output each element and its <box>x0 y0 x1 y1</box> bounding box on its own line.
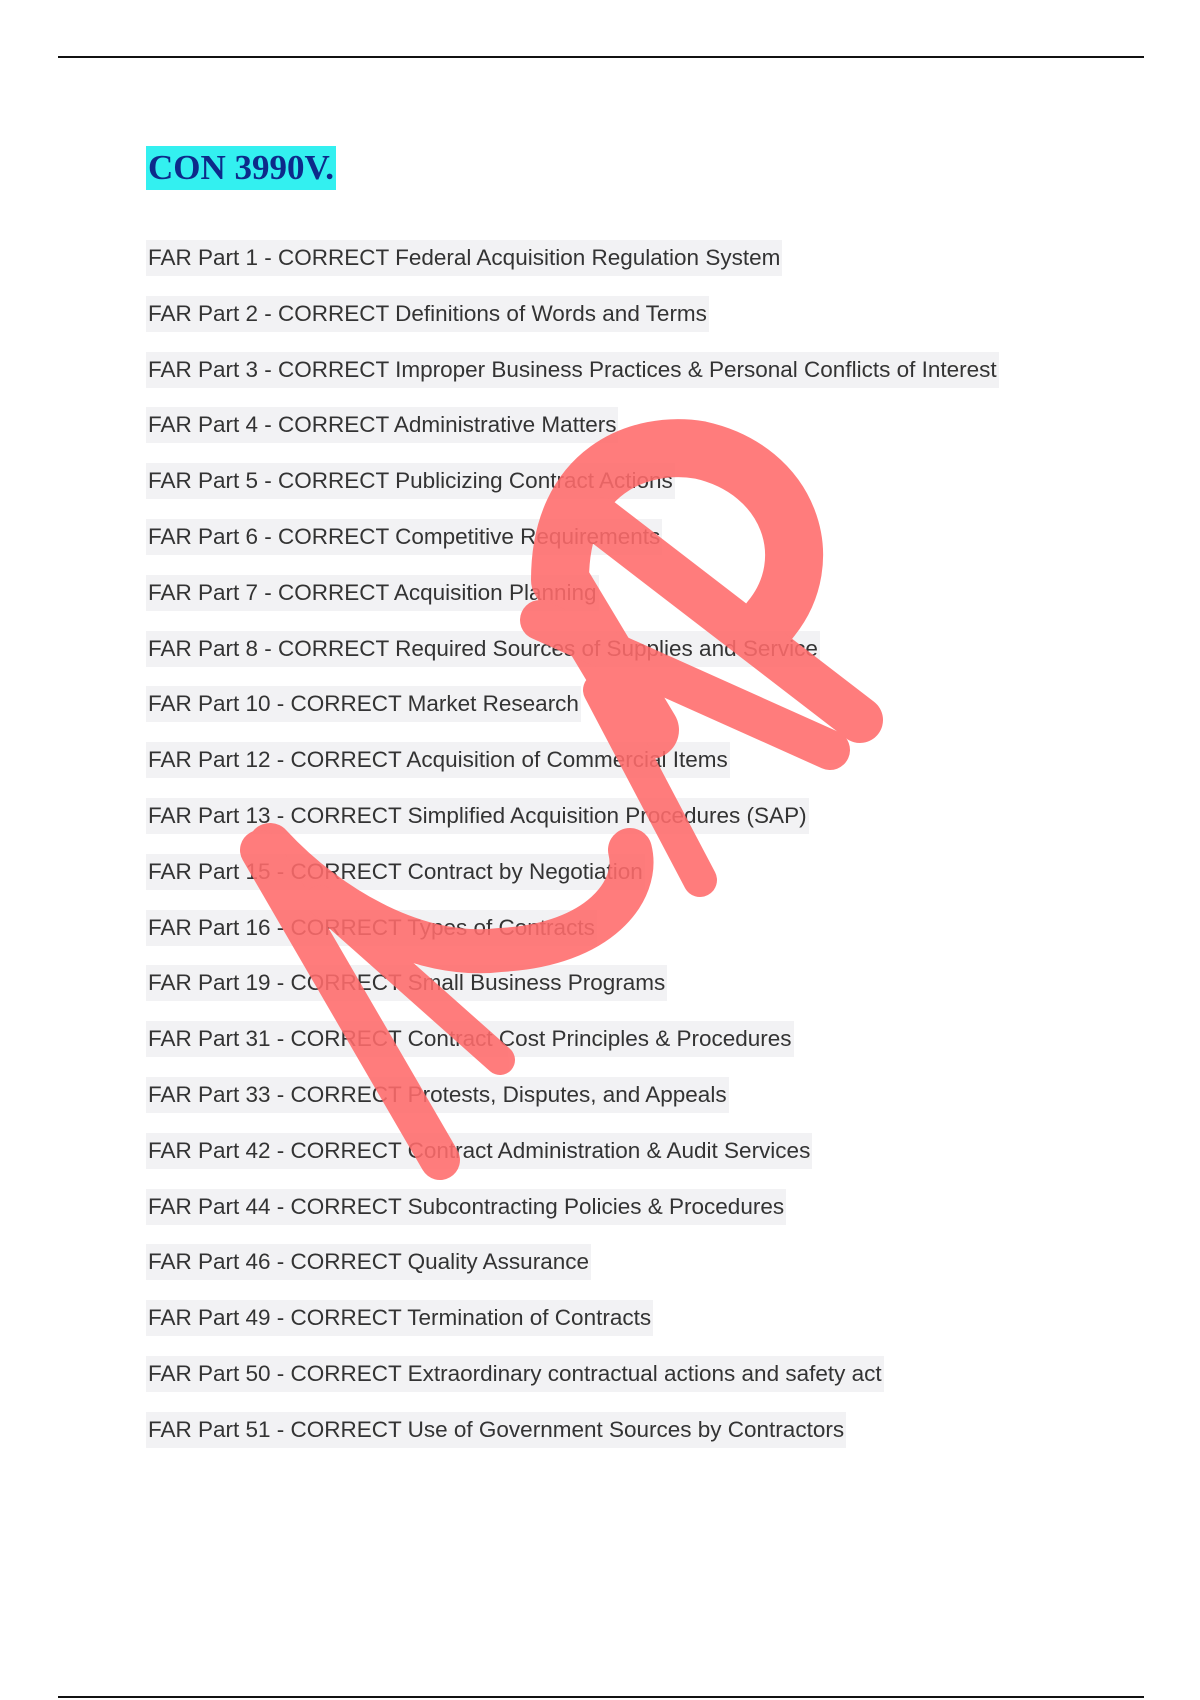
list-item-text: FAR Part 7 - CORRECT Acquisition Planning <box>146 575 599 611</box>
list-item <box>146 965 999 1021</box>
list-item <box>146 854 999 910</box>
list-item-text: FAR Part 1 - CORRECT Federal Acquisition Regulation System <box>146 240 782 276</box>
list-item <box>146 1189 999 1245</box>
list-item-text: FAR Part 33 - CORRECT Protests, Disputes, and Appeals <box>146 1077 729 1113</box>
list-item-text: FAR Part 2 - CORRECT Definitions of Words and Terms <box>146 296 709 332</box>
list-item <box>146 352 999 408</box>
list-item <box>146 1021 999 1077</box>
list-item-text: FAR Part 13 - CORRECT Simplified Acquisition Procedures (SAP) <box>146 798 809 834</box>
list-item-text: FAR Part 8 - CORRECT Required Sources of Supplies and Service <box>146 631 820 667</box>
list-item <box>146 1133 999 1189</box>
list-item-text: FAR Part 46 - CORRECT Quality Assurance <box>146 1244 591 1280</box>
list-item <box>146 1244 999 1300</box>
list-item <box>146 1412 999 1468</box>
list-item <box>146 407 999 463</box>
list-item <box>146 686 999 742</box>
top-rule <box>58 56 1144 58</box>
list-item-text: FAR Part 42 - CORRECT Contract Administration & Audit Services <box>146 1133 812 1169</box>
list-item-text: FAR Part 3 - CORRECT Improper Business Practices & Personal Conflicts of Interest <box>146 352 999 388</box>
list-item-text: FAR Part 5 - CORRECT Publicizing Contract Actions <box>146 463 675 499</box>
bottom-rule <box>58 1696 1144 1698</box>
list-item-text: FAR Part 49 - CORRECT Termination of Contracts <box>146 1300 653 1336</box>
list-item <box>146 1300 999 1356</box>
list-item-text: FAR Part 6 - CORRECT Competitive Requirements <box>146 519 662 555</box>
list-item-text: FAR Part 10 - CORRECT Market Research <box>146 686 581 722</box>
document-title: CON 3990V. <box>146 146 336 190</box>
list-item <box>146 463 999 519</box>
list-item <box>146 296 999 352</box>
list-item-text: FAR Part 16 - CORRECT Types of Contracts <box>146 910 597 946</box>
list-item-text: FAR Part 51 - CORRECT Use of Government Sources by Contractors <box>146 1412 846 1448</box>
list-item-text: FAR Part 15 - CORRECT Contract by Negotiation <box>146 854 645 890</box>
list-item-text: FAR Part 19 - CORRECT Small Business Programs <box>146 965 667 1001</box>
list-item <box>146 240 999 296</box>
far-parts-list <box>146 240 999 1468</box>
list-item <box>146 798 999 854</box>
list-item-text: FAR Part 12 - CORRECT Acquisition of Commercial Items <box>146 742 730 778</box>
list-item-text: FAR Part 50 - CORRECT Extraordinary contractual actions and safety act <box>146 1356 884 1392</box>
list-item <box>146 742 999 798</box>
list-item <box>146 575 999 631</box>
list-item <box>146 519 999 575</box>
list-item <box>146 910 999 966</box>
list-item-text: FAR Part 4 - CORRECT Administrative Matters <box>146 407 618 443</box>
list-item <box>146 631 999 687</box>
list-item <box>146 1077 999 1133</box>
list-item <box>146 1356 999 1412</box>
list-item-text: FAR Part 44 - CORRECT Subcontracting Policies & Procedures <box>146 1189 786 1225</box>
list-item-text: FAR Part 31 - CORRECT Contract Cost Principles & Procedures <box>146 1021 794 1057</box>
